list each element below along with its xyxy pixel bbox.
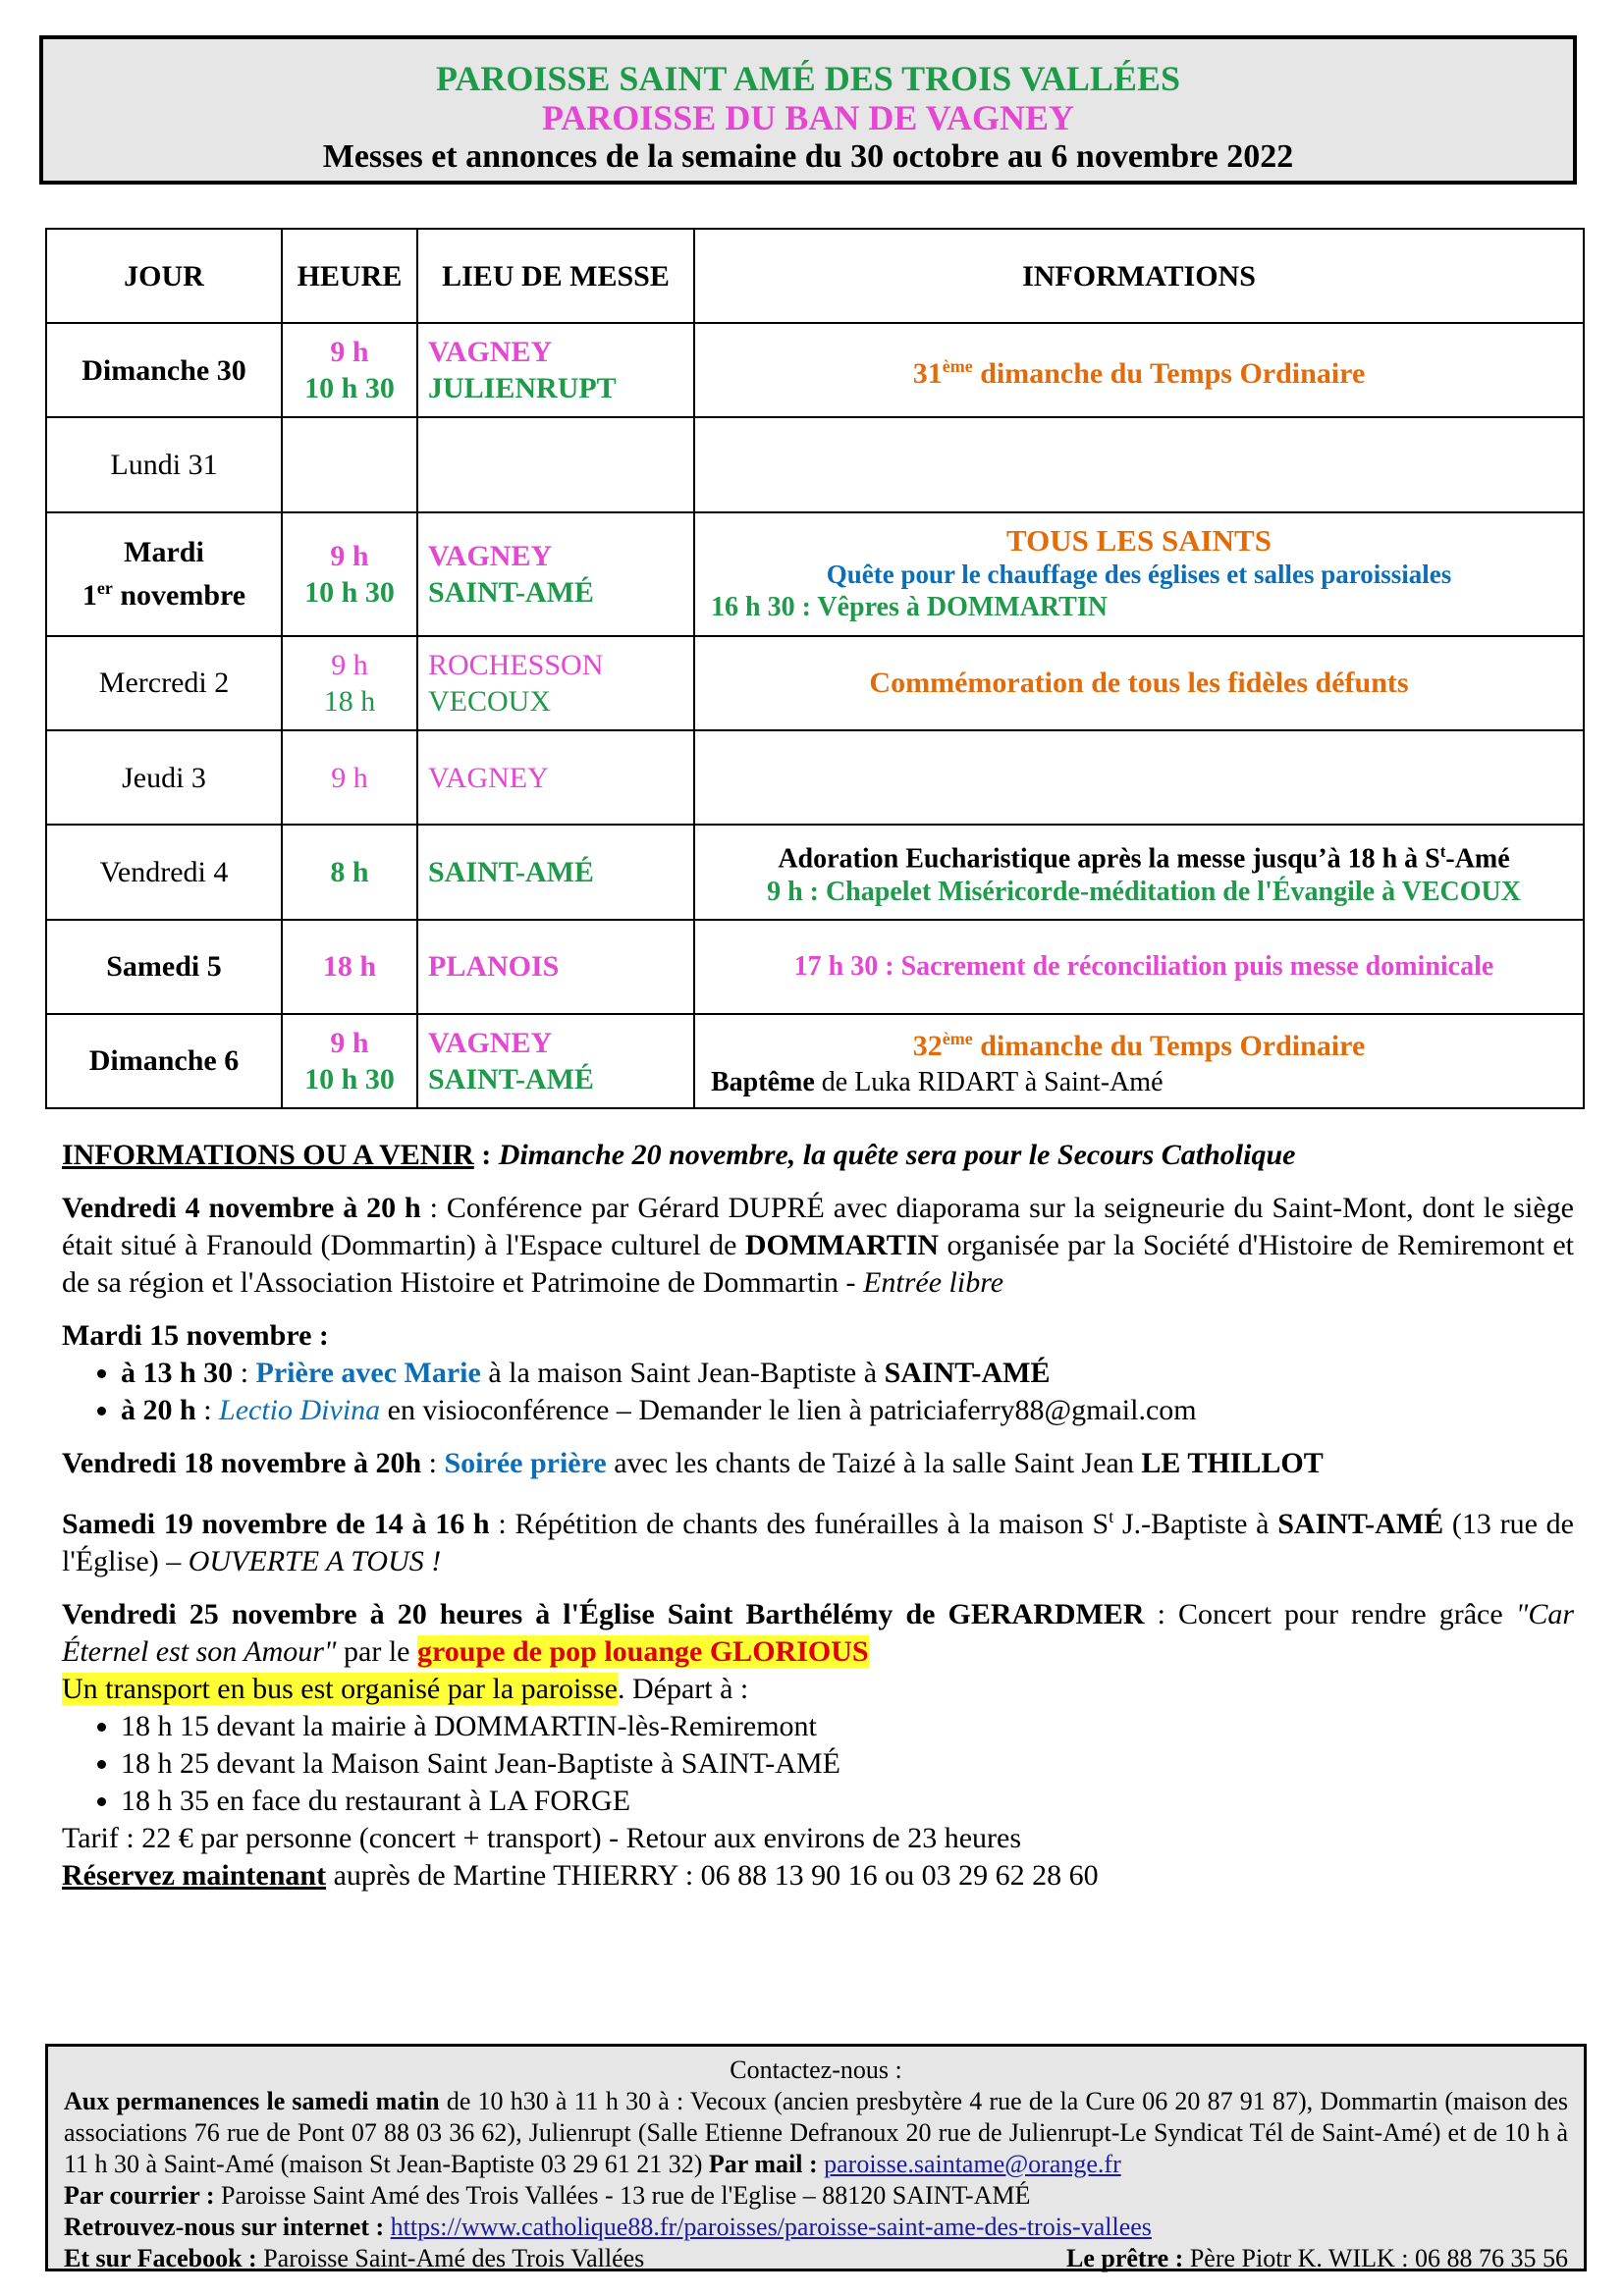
info-line-2 — [701, 1064, 1577, 1100]
contact-web — [64, 2212, 1568, 2243]
announcements-section — [62, 1137, 1574, 1895]
table-row — [46, 920, 1584, 1014]
announcement-note: Entrée libre — [863, 1266, 1004, 1299]
announcement-intro — [62, 1137, 1574, 1174]
table-row — [46, 730, 1584, 825]
info-adoration-end: -Amé — [1445, 843, 1510, 875]
mail-label: Par mail : — [708, 2150, 818, 2178]
list-item: • 18 h 35 en face du restaurant à LA FORGE — [121, 1783, 1574, 1820]
announcement-soiree — [62, 1445, 1574, 1482]
row-jour — [46, 512, 282, 636]
item-place: SAINT-AMÉ — [884, 1357, 1051, 1389]
row-jour: Jeudi 3 — [46, 730, 282, 825]
heure-1: 9 h — [330, 336, 369, 369]
row-jour: Dimanche 30 — [46, 323, 282, 417]
item-text: en visioconférence – Demander le lien à patriciaferry88@gmail.com — [380, 1394, 1197, 1426]
row-jour: Vendredi 4 — [46, 825, 282, 919]
heure-2: 18 h — [323, 684, 376, 718]
row-heure — [282, 323, 417, 417]
announcement-text: (13 rue de l'Église) – — [62, 1508, 1574, 1577]
concert-group: groupe de pop louange GLORIOUS — [417, 1635, 869, 1668]
heure-2: 10 h 30 — [304, 575, 395, 609]
info-text: dimanche du Temps Ordinaire — [972, 1030, 1366, 1063]
row-lieu: SAINT-AMÉ — [417, 825, 694, 919]
row-info — [694, 1014, 1584, 1108]
reserve-text: auprès de Martine THIERRY : 06 88 13 90 16 ou 03 29 62 28 60 — [326, 1859, 1099, 1892]
info-ordinal: 32 — [912, 1030, 943, 1063]
item-title: Lectio Divina — [219, 1394, 381, 1426]
item-sep: : — [233, 1357, 256, 1389]
contact-box — [45, 2044, 1587, 2271]
pretre-label: Le prêtre : — [1065, 2244, 1184, 2272]
transport-note: Un transport en bus est organisé par la paroisse — [62, 1673, 618, 1705]
info-ordinal-sup: ème — [942, 1029, 973, 1049]
list-item — [121, 1392, 1574, 1429]
heure-1: 9 h — [330, 1026, 369, 1059]
intro-label: INFORMATIONS OU A VENIR — [62, 1139, 474, 1171]
heure-1: 9 h — [330, 539, 369, 572]
row-lieu — [417, 323, 694, 417]
facebook-line — [64, 2243, 644, 2274]
tarif-line: Tarif : 22 € par personne (concert + transport) - Retour aux environs de 23 heures — [62, 1822, 1021, 1854]
info-bapteme: Baptême — [711, 1067, 815, 1098]
info-line-2: Quête pour le chauffage des églises et salles paroissiales — [826, 559, 1452, 589]
info-adoration: Adoration Eucharistique après la messe jusqu’à 18 h à S — [778, 843, 1440, 875]
table-row — [46, 1014, 1584, 1108]
header-informations: INFORMATIONS — [694, 229, 1584, 323]
fb-text: Paroisse Saint-Amé des Trois Vallées — [256, 2244, 645, 2272]
reservation-line — [62, 1857, 1574, 1895]
announcement-date: Vendredi 4 novembre à 20 h — [62, 1192, 421, 1224]
lieu-2: JULIENRUPT — [428, 372, 617, 405]
contact-title: Contactez-nous : — [730, 2056, 902, 2084]
header-lieu: LIEU DE MESSE — [417, 229, 694, 323]
perm-label: Aux permanences le samedi matin — [64, 2087, 440, 2115]
parish-subtitle: PAROISSE DU BAN DE VAGNEY — [541, 98, 1075, 137]
week-title: Messes et annonces de la semaine du 30 octobre au 6 novembre 2022 — [322, 138, 1294, 175]
announcement-note: OUVERTE A TOUS ! — [188, 1545, 442, 1577]
parish-title: PAROISSE SAINT AMÉ DES TROIS VALLÉES — [436, 59, 1180, 98]
announcement-sup: t — [1109, 1507, 1114, 1526]
jour-line-2 — [53, 570, 275, 614]
info-line-1 — [701, 1021, 1577, 1064]
item-title: Prière avec Marie — [255, 1357, 481, 1389]
heure-2: 10 h 30 — [304, 372, 395, 405]
header-heure: HEURE — [282, 229, 417, 323]
contact-permanences — [64, 2086, 1568, 2180]
announcement-title: Soirée prière — [444, 1447, 607, 1479]
info-line-1: TOUS LES SAINTS — [1006, 522, 1272, 558]
announcement-place: SAINT-AMÉ — [1277, 1508, 1444, 1540]
announcement-text: avec les chants de Taizé à la salle Saint Jean — [606, 1447, 1142, 1479]
info-line-3: 16 h 30 : Vêpres à DOMMARTIN — [711, 591, 1108, 622]
lieu-1: ROCHESSON — [428, 648, 604, 681]
info-text: dimanche du Temps Ordinaire — [972, 357, 1366, 391]
row-jour: Samedi 5 — [46, 920, 282, 1014]
lieu-2: SAINT-AMÉ — [428, 575, 594, 609]
announcement-text: : Conférence par Gérard DUPRÉ avec diaporama sur la seigneurie du Saint-Mont, dont le siège était situé à Franould (Dommartin) à l'Espace culturel de — [62, 1192, 1574, 1261]
announcement-text: : Concert pour rendre grâce — [1144, 1598, 1516, 1630]
intro-text: Dimanche 20 novembre, la quête sera pour le Secours Catholique — [498, 1139, 1296, 1171]
row-info — [694, 417, 1584, 511]
courrier-text: Paroisse Saint Amé des Trois Vallées - 13 rue de l'Eglise – 88120 SAINT-AMÉ — [214, 2181, 1031, 2210]
heure-1: 9 h — [331, 648, 368, 681]
pretre-line — [1066, 2243, 1568, 2274]
announcement-repetition — [62, 1498, 1574, 1580]
row-info — [694, 730, 1584, 825]
announcement-place: LE THILLOT — [1141, 1447, 1324, 1479]
item-text: à la maison Saint Jean-Baptiste à — [480, 1357, 885, 1389]
list-item: • 18 h 15 devant la mairie à DOMMARTIN-lès-Remiremont — [121, 1708, 1574, 1745]
concert-title: "Car Éternel est son Amour" — [62, 1598, 1575, 1668]
announcement-text: J.-Baptiste à — [1113, 1508, 1278, 1540]
row-heure — [282, 1014, 417, 1108]
list-item: • 18 h 25 devant la Maison Saint Jean-Baptiste à SAINT-AMÉ — [121, 1745, 1574, 1783]
departure-list — [62, 1708, 1574, 1820]
announcement-list — [62, 1355, 1574, 1429]
row-lieu — [417, 417, 694, 511]
perm-text: de 10 h30 à 11 h 30 à : Vecoux (ancien presbytère 4 rue de la Cure 06 20 87 91 87), Dommartin (maison des associations 76 rue de Pont 07 88 03 36 62), Julienrupt (Salle Etienne Defranoux 20 rue de Julienrupt-Le Syndicat Tél de Saint-Amé) et de 10 h à 11 h 30 à Saint-Amé (maison St Jean-Baptiste 03 29 61 21 32) — [64, 2087, 1569, 2178]
row-lieu — [417, 512, 694, 636]
announcement-mardi — [62, 1317, 1574, 1429]
heure-2: 10 h 30 — [304, 1062, 395, 1095]
row-info — [694, 512, 1584, 636]
row-jour: Dimanche 6 — [46, 1014, 282, 1108]
announcement-text: . Départ à : — [617, 1673, 749, 1705]
row-info: Commémoration de tous les fidèles défunts — [694, 636, 1584, 730]
row-info — [694, 323, 1584, 417]
list-item — [121, 1355, 1574, 1392]
info-line-1 — [711, 835, 1577, 876]
courrier-label: Par courrier : — [64, 2181, 215, 2210]
row-info: 17 h 30 : Sacrement de réconciliation puis messe dominicale — [694, 920, 1584, 1014]
web-label: Retrouvez-nous sur internet : — [64, 2213, 385, 2241]
info-ordinal: 31 — [912, 357, 943, 391]
row-info — [694, 825, 1584, 919]
announcement-text: par le — [336, 1635, 417, 1668]
announcement-text: : Répétition de chants des funérailles à la maison S — [489, 1508, 1110, 1540]
lieu-1: VAGNEY — [428, 539, 553, 572]
table-row — [46, 417, 1584, 511]
row-heure: 8 h — [282, 825, 417, 919]
announcement-place: DOMMARTIN — [744, 1229, 940, 1261]
info-bapteme-rest: de Luka RIDART à Saint-Amé — [814, 1067, 1164, 1098]
mass-schedule-table — [45, 228, 1585, 1109]
lieu-1: VAGNEY — [428, 336, 553, 369]
lieu-1: VAGNEY — [428, 1026, 553, 1059]
row-heure — [282, 512, 417, 636]
email-link[interactable]: paroisse.saintame@orange.fr — [824, 2150, 1121, 2178]
row-jour: Mercredi 2 — [46, 636, 282, 730]
item-sep: : — [195, 1394, 220, 1426]
announcement-conference — [62, 1190, 1574, 1302]
row-heure: 18 h — [282, 920, 417, 1014]
announcement-sep: : — [421, 1447, 445, 1479]
bulletin-header — [39, 35, 1577, 185]
item-time: à 20 h — [121, 1394, 196, 1426]
row-lieu: PLANOIS — [417, 920, 694, 1014]
info-sup: t — [1439, 841, 1446, 861]
table-row — [46, 825, 1584, 919]
table-row — [46, 512, 1584, 636]
intro-sep: : — [473, 1139, 499, 1171]
lieu-2: VECOUX — [428, 684, 551, 718]
fb-label: Et sur Facebook : — [64, 2244, 257, 2272]
announcement-date: Vendredi 18 novembre à 20h — [62, 1447, 422, 1479]
row-heure — [282, 636, 417, 730]
announcement-text: organisée par la Société d'Histoire de Remiremont et de sa région et l'Association Histoire et Patrimoine de Dommartin - — [62, 1229, 1574, 1299]
contact-courrier — [64, 2180, 1568, 2212]
lieu-2: SAINT-AMÉ — [428, 1062, 594, 1095]
jour-day-number: 1 — [81, 579, 97, 613]
announcement-date: Samedi 19 novembre de 14 à 16 h — [62, 1508, 490, 1540]
header-jour: JOUR — [46, 229, 282, 323]
row-heure: 9 h — [282, 730, 417, 825]
jour-day-sup: er — [96, 578, 113, 599]
item-time: à 13 h 30 — [121, 1357, 234, 1389]
row-lieu — [417, 1014, 694, 1108]
row-jour: Lundi 31 — [46, 417, 282, 511]
table-row — [46, 636, 1584, 730]
row-lieu — [417, 636, 694, 730]
row-heure — [282, 417, 417, 511]
info-line-2: 9 h : Chapelet Miséricorde-méditation de l'Évangile à VECOUX — [767, 877, 1521, 908]
announcement-date: Vendredi 25 novembre à 20 heures à l'Église Saint Barthélémy de GERARDMER — [62, 1598, 1145, 1630]
contact-last-line — [64, 2243, 1568, 2274]
table-row — [46, 323, 1584, 417]
row-lieu: VAGNEY — [417, 730, 694, 825]
announcement-concert — [62, 1596, 1574, 1895]
reserve-label: Réservez maintenant — [62, 1859, 327, 1892]
jour-line-1: Mardi — [124, 536, 204, 569]
pretre-text: Père Piotr K. WILK : 06 88 76 35 56 — [1183, 2244, 1568, 2272]
website-link[interactable]: https://www.catholique88.fr/paroisses/paroisse-saint-ame-des-trois-vallees — [390, 2213, 1152, 2241]
info-ordinal-sup: ème — [942, 356, 973, 377]
concert-intro — [62, 1596, 1574, 1708]
jour-month: novembre — [112, 579, 246, 613]
announcement-date: Mardi 15 novembre : — [62, 1319, 329, 1352]
table-header-row — [46, 229, 1584, 323]
